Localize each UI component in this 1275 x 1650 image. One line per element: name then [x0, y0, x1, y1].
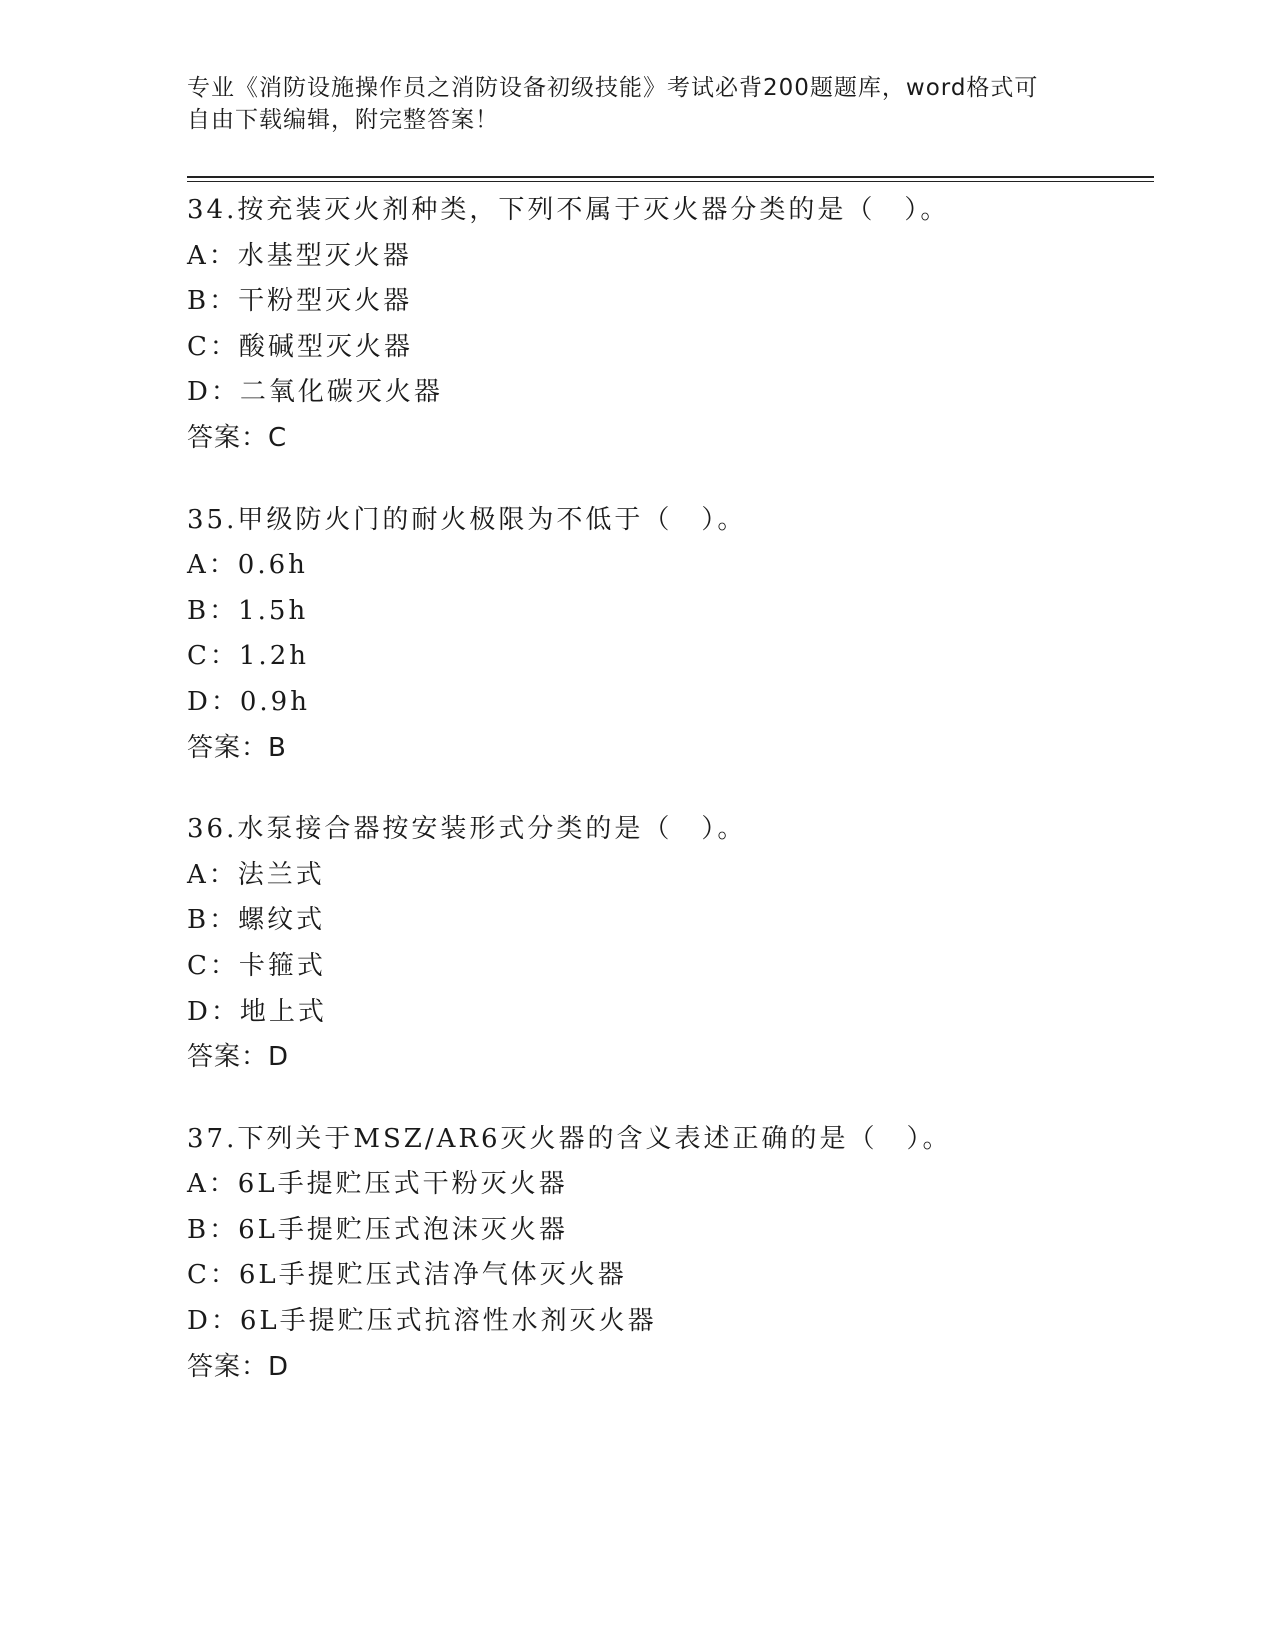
option-d: D：0.9h [187, 686, 310, 717]
question-stem: 34.按充装灭火剂种类，下列不属于灭火器分类的是（ ）。 [187, 195, 950, 225]
option-b: B：螺纹式 [187, 905, 326, 936]
option-c: C：1.2h [187, 641, 309, 672]
option-d: D：二氧化碳灭火器 [187, 377, 443, 408]
option-d: D：地上式 [187, 996, 327, 1027]
option-a: A：水基型灭火器 [187, 240, 412, 271]
option-b: B：干粉型灭火器 [187, 286, 413, 317]
header-line-1: 专业《消防设施操作员之消防设备初级技能》考试必背200题题库，word格式可 [187, 75, 1039, 101]
question-35 [187, 498, 1147, 772]
option-b: B：6L手提贮压式泡沫灭火器 [187, 1214, 568, 1245]
option-a: A：法兰式 [187, 859, 325, 890]
document-header [187, 72, 1087, 136]
question-stem: 37.下列关于MSZ/AR6灭火器的含义表述正确的是（ ）。 [187, 1123, 952, 1154]
header-line-2: 自由下载编辑，附完整答案！ [187, 107, 499, 133]
question-stem: 36.水泵接合器按安装形式分类的是（ ）。 [187, 814, 747, 845]
answer-line: 答案：C [187, 422, 288, 453]
header-divider-thick [187, 176, 1154, 178]
option-c: C：酸碱型灭火器 [187, 331, 413, 362]
answer-line: 答案：D [187, 1351, 290, 1382]
answer-line: 答案：B [187, 732, 287, 763]
question-36 [187, 807, 1147, 1081]
question-34 [187, 188, 1147, 462]
option-c: C：6L手提贮压式洁净气体灭火器 [187, 1260, 627, 1291]
option-d: D：6L手提贮压式抗溶性水剂灭火器 [187, 1306, 657, 1337]
question-stem: 35.甲级防火门的耐火极限为不低于（ ）。 [187, 504, 747, 535]
option-a: A：6L手提贮压式干粉灭火器 [187, 1169, 568, 1200]
answer-line: 答案：D [187, 1042, 290, 1073]
option-b: B：1.5h [187, 595, 309, 626]
header-divider-thin [187, 181, 1154, 182]
question-37 [187, 1117, 1147, 1391]
question-list [187, 188, 1147, 1426]
option-a: A：0.6h [187, 550, 308, 581]
option-c: C：卡箍式 [187, 950, 326, 981]
